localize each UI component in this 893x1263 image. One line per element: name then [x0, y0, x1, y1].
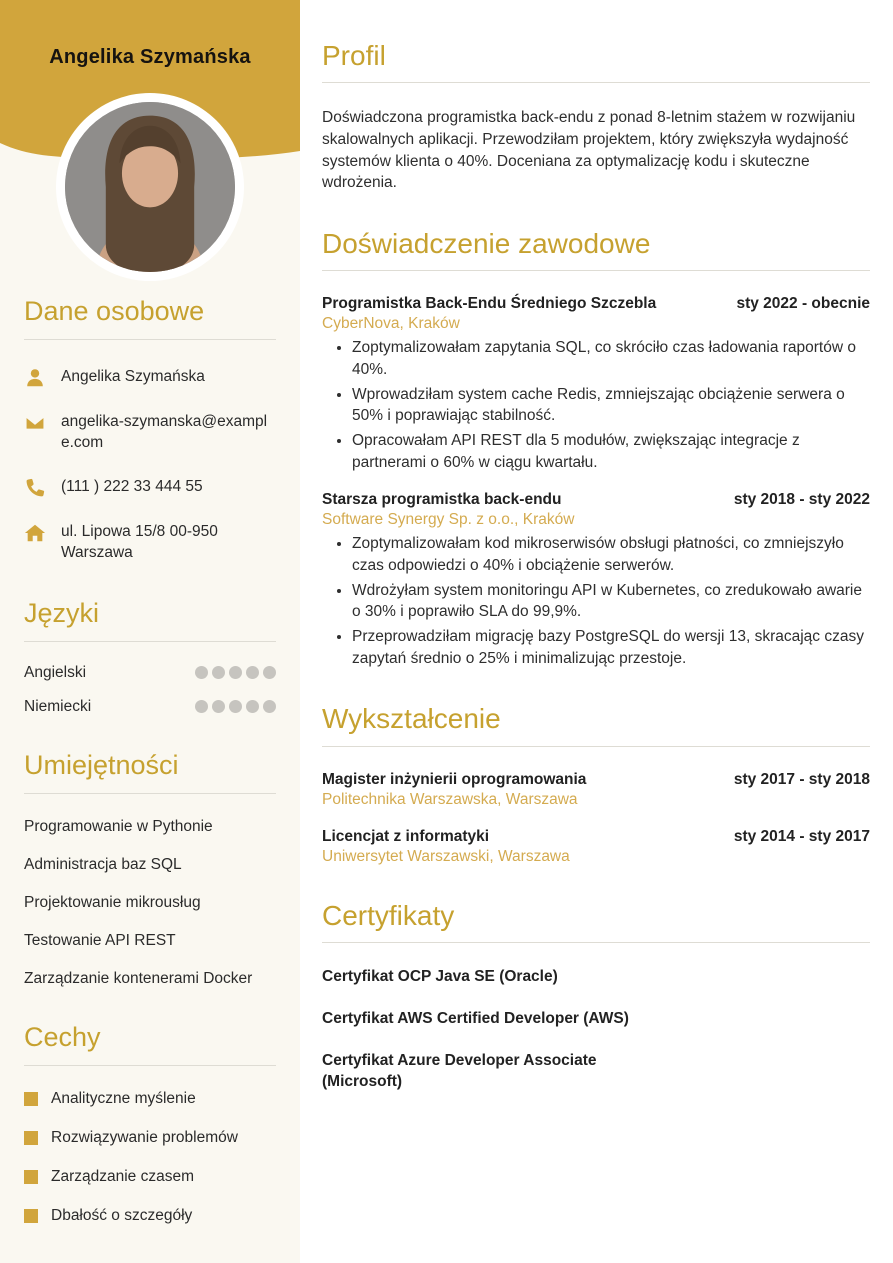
education-entry [322, 828, 870, 866]
divider [24, 641, 276, 642]
degree-dates: sty 2017 - sty 2018 [733, 770, 870, 788]
languages-heading: Języki [24, 597, 100, 628]
sidebar [0, 0, 300, 1263]
section-traits [24, 1022, 276, 1225]
job-bullet-list [322, 337, 870, 473]
divider [24, 1065, 276, 1066]
job-dates: sty 2018 - sty 2022 [733, 491, 870, 509]
section-personal-data [24, 296, 276, 564]
job-bullet: • Zoptymalizowałam zapytania SQL, co skróciło czas ładowania raportów o 40%. [352, 337, 870, 380]
level-dot-icon [195, 666, 208, 679]
avatar-portrait-icon [65, 102, 235, 272]
contact-row-address [24, 521, 276, 564]
language-row [24, 664, 276, 682]
job-company: CyberNova, Kraków [322, 315, 460, 333]
education-entry [322, 771, 870, 809]
contact-row-phone [24, 476, 276, 499]
job-bullet: • Opracowałam API REST dla 5 modułów, zwiększając integracje z partnerami o 60% w ciągu kwartału. [352, 430, 870, 473]
language-level-dots [195, 666, 276, 679]
profile-heading: Profil [322, 40, 386, 71]
contact-list [24, 366, 276, 564]
contact-name-value: Angelika Szymańska [61, 368, 205, 386]
language-list [24, 664, 276, 716]
job-title: Programistka Back-Endu Średniego Szczebla [322, 295, 657, 313]
square-bullet-icon [24, 1209, 38, 1223]
traits-heading: Cechy [24, 1021, 101, 1052]
contact-row-email [24, 411, 276, 454]
trait-label: Analityczne myślenie [51, 1089, 196, 1107]
level-dot-icon [212, 700, 225, 713]
skill-item: Testowanie API REST [24, 931, 176, 949]
job-bullet: • Zoptymalizowałam kod mikroserwisów obsługi płatności, co zmniejszyło czas odpowiedzi o 40% i obciążenie serwerów. [352, 533, 870, 576]
level-dot-icon [263, 700, 276, 713]
degree-title: Magister inżynierii oprogramowania [322, 770, 587, 788]
gold-header [0, 0, 300, 168]
level-dot-icon [212, 666, 225, 679]
sidebar-content [0, 296, 300, 1225]
skill-item: Programowanie w Pythonie [24, 817, 213, 835]
divider [322, 746, 870, 747]
degree-dates: sty 2014 - sty 2017 [733, 827, 870, 845]
experience-entry [322, 491, 870, 669]
profile-photo-image [65, 102, 235, 272]
trait-row [24, 1168, 276, 1186]
job-bullet: • Przeprowadziłam migrację bazy PostgreSQL do wersji 13, skracając czasy zapytań średnio o 25% i minimalizując przestoje. [352, 626, 870, 669]
trait-row [24, 1207, 276, 1225]
square-bullet-icon [24, 1131, 38, 1145]
section-education [322, 703, 870, 865]
section-certificates [322, 900, 870, 1093]
contact-address-value: ul. Lipowa 15/8 00-950 Warszawa [61, 522, 218, 562]
level-dot-icon [229, 700, 242, 713]
degree-title: Licencjat z informatyki [322, 827, 490, 845]
level-dot-icon [246, 666, 259, 679]
divider [24, 793, 276, 794]
divider [322, 270, 870, 271]
certificate-item: Certyfikat Azure Developer Associate (Microsoft) [322, 1051, 597, 1090]
language-name: Angielski [24, 663, 87, 681]
contact-row-name [24, 366, 276, 389]
divider [322, 942, 870, 943]
divider [322, 82, 870, 83]
user-icon [24, 367, 46, 389]
phone-icon [24, 477, 46, 499]
language-row [24, 698, 276, 716]
contact-email-value: angelika-szymanska@example.com [61, 413, 268, 452]
certificate-item: Certyfikat AWS Certified Developer (AWS) [322, 1009, 629, 1027]
divider [24, 339, 276, 340]
contact-phone-value: (111 ) 222 33 444 55 [61, 477, 203, 495]
level-dot-icon [195, 700, 208, 713]
job-bullet: • Wdrożyłam system monitoringu API w Kubernetes, co zredukowało awarie o 30% i poprawiło SLA do 99,9%. [352, 580, 870, 623]
trait-row [24, 1090, 276, 1108]
square-bullet-icon [24, 1092, 38, 1106]
job-company: Software Synergy Sp. z o.o., Kraków [322, 511, 575, 529]
section-languages [24, 598, 276, 716]
experience-entry [322, 295, 870, 473]
home-icon [24, 522, 46, 544]
job-title: Starsza programistka back-endu [322, 491, 562, 509]
profile-photo [56, 93, 244, 281]
trait-label: Rozwiązywanie problemów [51, 1128, 238, 1146]
level-dot-icon [263, 666, 276, 679]
language-level-dots [195, 700, 276, 713]
skill-item: Administracja baz SQL [24, 855, 182, 873]
level-dot-icon [229, 666, 242, 679]
trait-label: Dbałość o szczegóły [51, 1206, 193, 1224]
school-name: Uniwersytet Warszawski, Warszawa [322, 847, 570, 865]
language-name: Niemiecki [24, 697, 92, 715]
education-heading: Wykształcenie [322, 703, 501, 735]
personal-data-heading: Dane osobowe [24, 296, 205, 326]
skill-item: Projektowanie mikrousług [24, 893, 201, 911]
certificates-heading: Certyfikaty [322, 899, 455, 931]
profile-summary: Doświadczona programistka back-endu z ponad 8-letnim stażem w rozwijaniu skalowalnych aplikacji. Przewodziłam projektem, który zwiększyła wydajność systemów klienta o 40%. Doceniana za optymalizację kodu i skuteczne wdrożenia. [322, 109, 856, 192]
job-dates: sty 2022 - obecnie [736, 295, 870, 313]
skill-item: Zarządzanie kontenerami Docker [24, 969, 253, 987]
school-name: Politechnika Warszawska, Warszawa [322, 790, 578, 808]
skill-list [24, 818, 276, 988]
square-bullet-icon [24, 1170, 38, 1184]
job-bullet: • Wprowadziłam system cache Redis, zmniejszając obciążenie serwera o 50% i poprawiając stabilność. [352, 384, 870, 427]
trait-label: Zarządzanie czasem [51, 1167, 195, 1185]
section-experience [322, 228, 870, 669]
trait-list [24, 1090, 276, 1225]
section-skills [24, 750, 276, 988]
main-column [300, 0, 893, 1263]
experience-heading: Doświadczenie zawodowe [322, 227, 651, 259]
job-bullet-list [322, 533, 870, 669]
skills-heading: Umiejętności [24, 749, 179, 780]
section-profile [322, 40, 870, 194]
certificate-item: Certyfikat OCP Java SE (Oracle) [322, 967, 558, 985]
envelope-icon [24, 412, 46, 434]
trait-row [24, 1129, 276, 1147]
level-dot-icon [246, 700, 259, 713]
name-title: Angelika Szymańska [49, 46, 251, 68]
